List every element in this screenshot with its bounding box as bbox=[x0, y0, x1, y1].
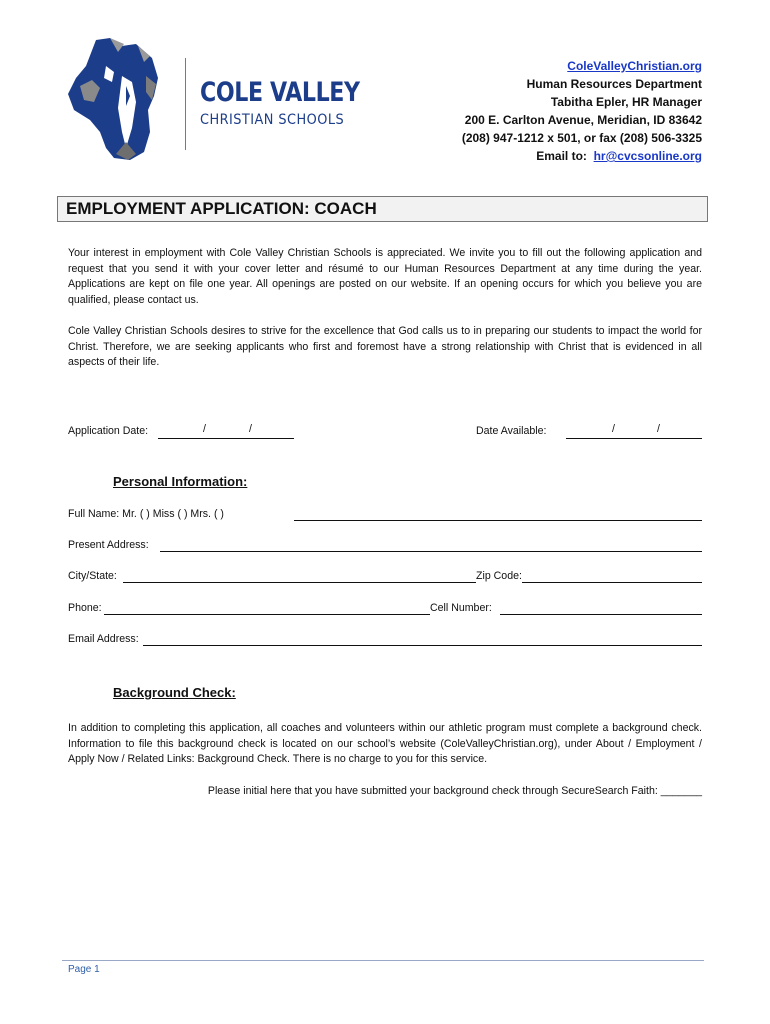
zip-code-label: Zip Code: bbox=[476, 570, 522, 582]
date-slash: / bbox=[203, 423, 206, 435]
date-available-label: Date Available: bbox=[476, 425, 547, 437]
email-link[interactable]: hr@cvcsonline.org bbox=[593, 149, 702, 163]
school-phone: (208) 947-1212 x 501, or fax (208) 506-3325 bbox=[461, 131, 702, 145]
cole-valley-mustang-logo bbox=[66, 36, 164, 162]
phone-label: Phone: bbox=[68, 602, 102, 614]
footer-divider bbox=[62, 960, 704, 961]
personal-information-heading: Personal Information: bbox=[113, 474, 248, 489]
logo-school-name: COLE VALLEY bbox=[200, 77, 360, 108]
background-check-heading: Background Check: bbox=[113, 685, 236, 700]
full-name-field[interactable] bbox=[294, 520, 702, 521]
page-number: Page 1 bbox=[68, 964, 100, 975]
cell-number-field[interactable] bbox=[500, 614, 702, 615]
intro-paragraph-2: Cole Valley Christian Schools desires to strive for the excellence that God calls us to in preparing our students to impact the world for Christ. Therefore, we are seeking applicants who first and foremost have a strong relationship with Christ that is evidenced in all aspects of their life. bbox=[68, 325, 702, 369]
date-slash: / bbox=[657, 423, 660, 435]
contact-block bbox=[462, 57, 702, 165]
background-check-text: In addition to completing this application, all coaches and volunteers within our athletic program must complete a background check. Information to file this background check is located on our school’s website (ColeValleyChristian.org), under About / Employment / Apply Now / Related Links: Background Check. There is no charge to you for this service. bbox=[68, 722, 702, 766]
email-address-label: Email Address: bbox=[68, 633, 139, 645]
city-state-label: City/State: bbox=[68, 570, 117, 582]
phone-field[interactable] bbox=[104, 614, 430, 615]
cell-number-label: Cell Number: bbox=[430, 602, 492, 614]
page-title: EMPLOYMENT APPLICATION: COACH bbox=[66, 199, 377, 218]
date-slash: / bbox=[612, 423, 615, 435]
application-date-field[interactable] bbox=[158, 438, 294, 439]
school-address: 200 E. Carlton Avenue, Meridian, ID 83642 bbox=[464, 113, 702, 127]
hr-manager: Tabitha Epler, HR Manager bbox=[550, 95, 702, 109]
zip-code-field[interactable] bbox=[522, 582, 702, 583]
full-name-label: Full Name: Mr. ( ) Miss ( ) Mrs. ( ) bbox=[68, 508, 224, 520]
website-link[interactable]: ColeValleyChristian.org bbox=[567, 59, 702, 73]
present-address-field[interactable] bbox=[160, 551, 702, 552]
present-address-label: Present Address: bbox=[68, 539, 149, 551]
logo-school-subname: CHRISTIAN SCHOOLS bbox=[200, 112, 345, 128]
logo-divider bbox=[185, 58, 186, 150]
hr-department: Human Resources Department bbox=[526, 77, 702, 91]
intro-paragraph-1: Your interest in employment with Cole Valley Christian Schools is appreciated. We invite you to fill out the following application and request that you send it with your cover letter and résumé to our Human Resources Department at any time during the year. Applications are kept on file one year. All openings are posted on our website. If an opening occurs for which you believe you are qualified, please contact us. bbox=[68, 247, 702, 306]
background-initial-line[interactable]: Please initial here that you have submitted your background check through SecureSearch Faith: _______ bbox=[207, 785, 702, 797]
email-label: Email to: bbox=[536, 149, 587, 163]
email-address-field[interactable] bbox=[143, 645, 702, 646]
city-state-field[interactable] bbox=[123, 582, 476, 583]
application-date-label: Application Date: bbox=[68, 425, 149, 437]
date-slash: / bbox=[249, 423, 252, 435]
date-available-field[interactable] bbox=[566, 438, 702, 439]
title-box bbox=[57, 196, 708, 222]
